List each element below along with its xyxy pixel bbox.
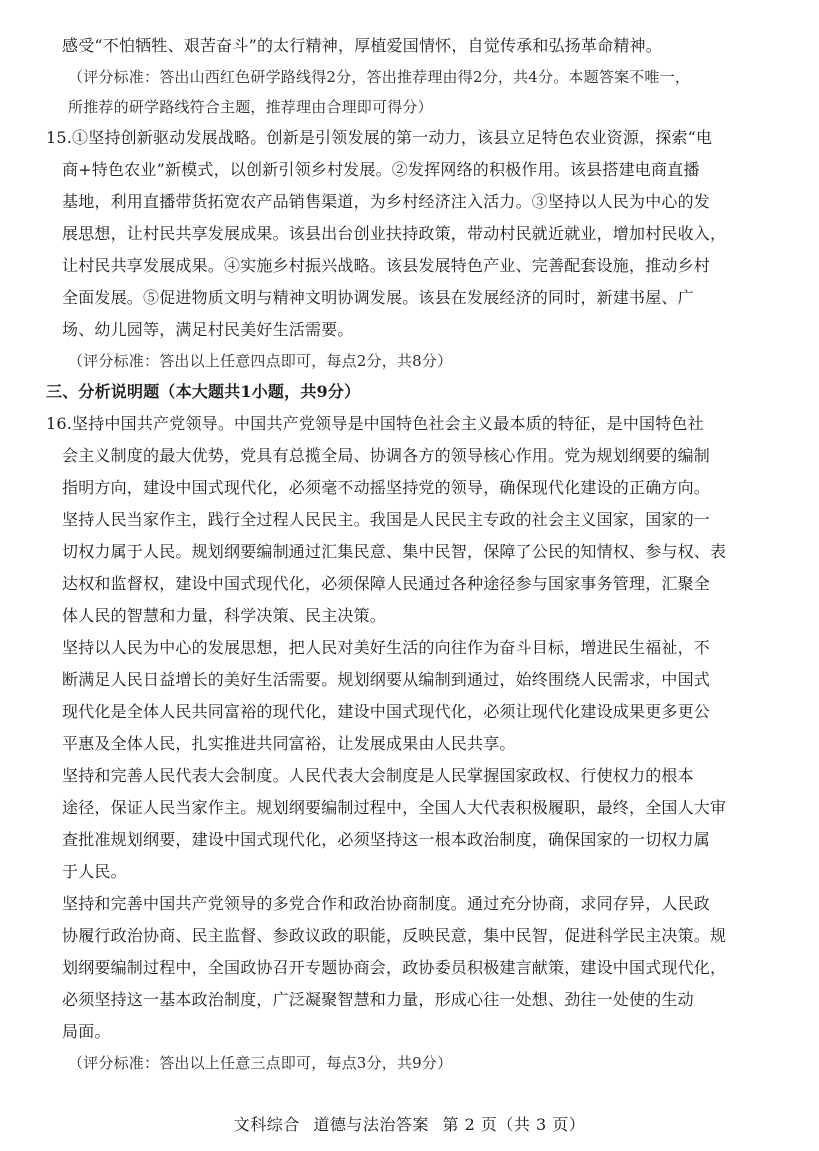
footer-paper-title: 道德与法治答案 — [313, 1115, 429, 1134]
text-line: 协履行政治协商、民主监督、参政议政的职能，反映民意，集中民智，促进科学民主决策。规 — [62, 926, 727, 945]
paragraph — [62, 888, 771, 1048]
text-line: 切权力属于人民。规划纲要编制通过汇集民意、集中民智，保障了公民的知情权、参与权、表 — [62, 542, 727, 561]
text-line: 15.①坚持创新驱动发展战略。创新是引领发展的第一动力，该县立足特色农业资源，探索“电 — [46, 128, 713, 147]
page-footer — [0, 1112, 819, 1135]
scoring-note: （评分标准：答出山西红色研学路线得2分，答出推荐理由得2分，共4分。本题答案不唯一， — [68, 68, 691, 86]
paragraph — [62, 632, 771, 760]
scoring-note: 所推荐的研学路线符合主题，推荐理由合理即可得分） — [68, 98, 433, 116]
text-line: 途径，保证人民当家作主。规划纲要编制过程中，全国人大代表积极履职，最终，全国人大审 — [62, 798, 727, 817]
section-heading: 三、分析说明题（本大题共1小题，共9分） — [46, 382, 361, 401]
footer-subject: 文科综合 — [233, 1115, 300, 1134]
question-15 — [46, 122, 771, 376]
text-line: 达权和监督权，建设中国式现代化，必须保障人民通过各种途径参与国家事务管理，汇聚全 — [62, 574, 711, 593]
footer-page-number: 第 2 页（共 3 页） — [442, 1115, 586, 1134]
paragraph — [46, 408, 771, 504]
paragraph — [62, 504, 771, 632]
text-line: 划纲要编制过程中，全国政协召开专题协商会，政协委员积极建言献策，建设中国式现代化， — [62, 958, 727, 977]
text-line: 商+特色农业”新模式，以创新引领乡村发展。②发挥网络的积极作用。该县搭建电商直播 — [62, 160, 700, 179]
text-line: 会主义制度的最大优势，党具有总揽全局、协调各方的领导核心作用。党为规划纲要的编制 — [62, 446, 711, 465]
text-line: 16.坚持中国共产党领导。中国共产党领导是中国特色社会主义最本质的特征，是中国特色社 — [46, 414, 704, 433]
text-line: 全面发展。⑤促进物质文明与精神文明协调发展。该县在发展经济的同时，新建书屋、广 — [62, 288, 694, 307]
text-line: 让村民共享发展成果。④实施乡村振兴战略。该县发展特色产业、完善配套设施，推动乡村 — [62, 256, 711, 275]
text-line: 基地，利用直播带货拓宽农产品销售渠道，为乡村经济注入活力。③坚持以人民为中心的发 — [62, 192, 711, 211]
text-line: 局面。 — [62, 1022, 111, 1041]
intro-block — [62, 30, 771, 122]
text-line: 断满足人民日益增长的美好生活需要。规划纲要从编制到通过，始终围绕人民需求，中国式 — [62, 670, 711, 689]
text-line: 体人民的智慧和力量，科学决策、民主决策。 — [62, 606, 387, 625]
text-line: 指明方向，建设中国式现代化，必须毫不动摇坚持党的领导，确保现代化建设的正确方向。 — [62, 478, 711, 497]
text-line: 坚持和完善中国共产党领导的多党合作和政治协商制度。通过充分协商，求同存异，人民政 — [62, 894, 711, 913]
text-line: 平惠及全体人民，扎实推进共同富裕，让发展成果由人民共享。 — [62, 734, 516, 753]
text-line: 于人民。 — [62, 862, 127, 881]
text-line: 场、幼儿园等，满足村民美好生活需要。 — [62, 320, 354, 339]
text-line: 坚持和完善人民代表大会制度。人民代表大会制度是人民掌握国家政权、行使权力的根本 — [62, 766, 694, 785]
text-line: 必须坚持这一基本政治制度，广泛凝聚智慧和力量，形成心往一处想、劲往一处使的生动 — [62, 990, 694, 1009]
text-line: 查批准规划纲要，建设中国式现代化，必须坚持这一根本政治制度，确保国家的一切权力属 — [62, 830, 711, 849]
scoring-note: （评分标准：答出以上任意三点即可，每点3分，共9分） — [68, 1054, 453, 1072]
scoring-note: （评分标准：答出以上任意四点即可，每点2分，共8分） — [68, 352, 453, 370]
text-line: 展思想，让村民共享发展成果。该县出台创业扶持政策，带动村民就近就业，增加村民收入， — [62, 224, 727, 243]
text-line: 坚持人民当家作主，践行全过程人民民主。我国是人民民主专政的社会主义国家，国家的一 — [62, 510, 711, 529]
paragraph — [62, 760, 771, 888]
text-line: 现代化是全体人民共同富裕的现代化，建设中国式现代化，必须让现代化建设成果更多更公 — [62, 702, 711, 721]
text-line: 坚持以人民为中心的发展思想，把人民对美好生活的向往作为奋斗目标，增进民生福祉，不 — [62, 638, 711, 657]
text-line: 感受“不怕牺牲、艰苦奋斗”的太行精神，厚植爱国情怀，自觉传承和弘扬革命精神。 — [62, 36, 662, 55]
question-16 — [46, 408, 771, 1078]
